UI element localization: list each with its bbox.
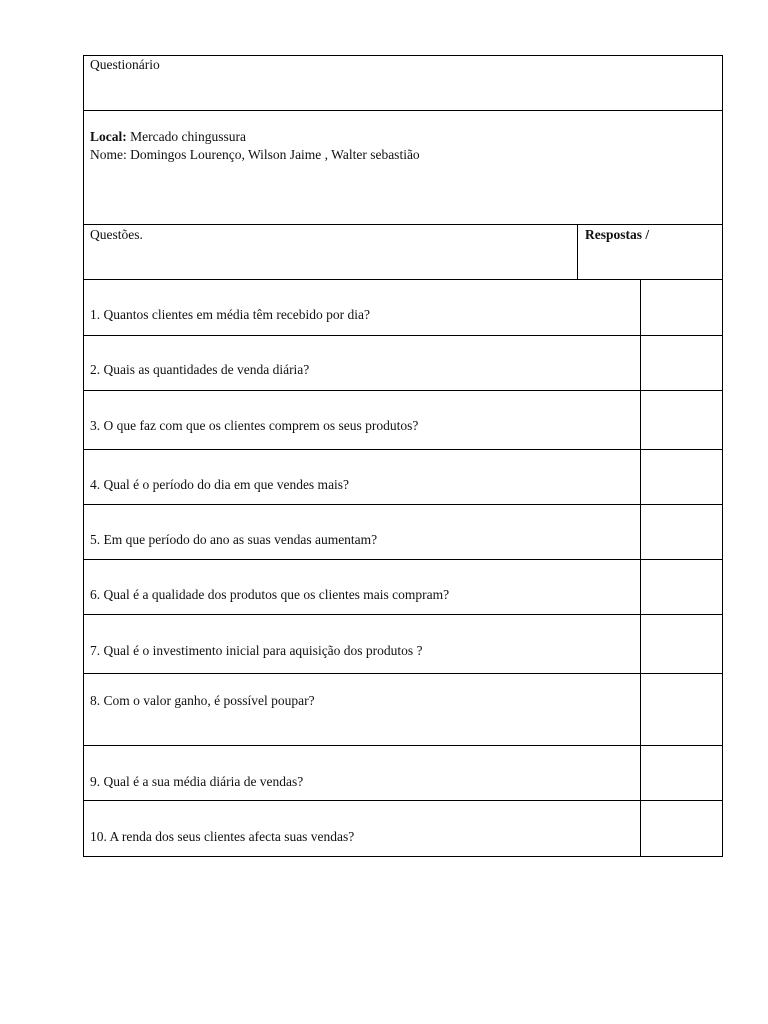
divider-row-2 <box>83 390 723 391</box>
question-1: 1. Quantos clientes em média têm recebido por dia? <box>90 307 371 322</box>
divider-row-4 <box>83 504 723 505</box>
question-2: 2. Quais as quantidades de venda diária? <box>90 362 310 377</box>
question-3: 3. O que faz com que os clientes comprem os seus produtos? <box>90 418 419 433</box>
answer-cell-2[interactable] <box>641 336 722 390</box>
question-9: 9. Qual é a sua média diária de vendas? <box>90 774 304 789</box>
divider-title <box>83 110 723 111</box>
divider-row-9 <box>83 800 723 801</box>
questionnaire-table <box>83 55 723 857</box>
header-column-divider <box>577 224 578 280</box>
answer-cell-1[interactable] <box>641 280 722 335</box>
divider-header <box>83 279 723 280</box>
divider-row-7 <box>83 673 723 674</box>
answer-cell-9[interactable] <box>641 746 722 800</box>
document-title: Questionário <box>90 57 160 72</box>
answer-cell-3[interactable] <box>641 391 722 449</box>
question-7: 7. Qual é o investimento inicial para aquisição dos produtos ? <box>90 643 423 658</box>
divider-info <box>83 224 723 225</box>
divider-row-1 <box>83 335 723 336</box>
local-line <box>90 128 246 146</box>
divider-row-8 <box>83 745 723 746</box>
answer-cell-4[interactable] <box>641 450 722 504</box>
answer-cell-10[interactable] <box>641 801 722 856</box>
questions-header: Questões. <box>90 227 143 242</box>
question-10: 10. A renda dos seus clientes afecta suas vendas? <box>90 829 355 844</box>
question-5: 5. Em que período do ano as suas vendas aumentam? <box>90 532 378 547</box>
divider-row-6 <box>83 614 723 615</box>
local-label: Local: <box>90 129 127 144</box>
answers-header: Respostas / <box>585 227 650 242</box>
question-6: 6. Qual é a qualidade dos produtos que os clientes mais compram? <box>90 587 450 602</box>
question-8: 8. Com o valor ganho, é possível poupar? <box>90 693 315 708</box>
question-4: 4. Qual é o período do dia em que vendes mais? <box>90 477 350 492</box>
local-value: Mercado chingussura <box>126 129 246 144</box>
divider-row-5 <box>83 559 723 560</box>
answer-cell-6[interactable] <box>641 560 722 614</box>
answer-cell-7[interactable] <box>641 615 722 673</box>
nome-line: Nome: Domingos Lourenço, Wilson Jaime , Walter sebastião <box>90 147 420 162</box>
answer-cell-8[interactable] <box>641 674 722 745</box>
divider-row-3 <box>83 449 723 450</box>
answer-cell-5[interactable] <box>641 505 722 559</box>
